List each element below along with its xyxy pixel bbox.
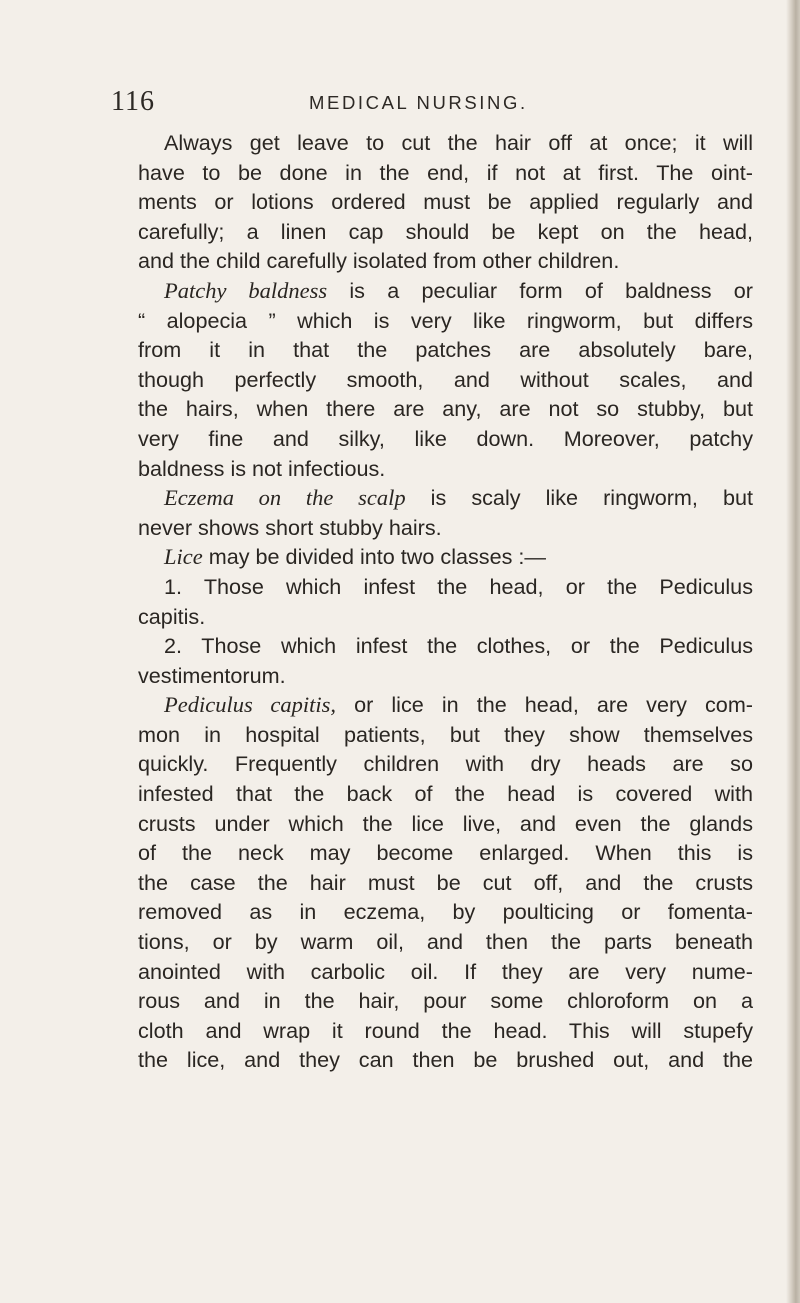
text-line: [138, 542, 753, 572]
line-text: Always get leave to cut the hair off at once; it will: [164, 130, 753, 155]
line-text: “ alopecia ” which is very like ringworm, but differs: [138, 307, 753, 333]
body-text: [138, 128, 753, 1075]
text-line: [138, 187, 753, 217]
text-line: [138, 335, 753, 365]
text-line: [138, 957, 753, 987]
line-text: capitis.: [138, 603, 206, 629]
text-line: [138, 365, 753, 395]
text-line: [138, 602, 753, 632]
running-head: MEDICAL NURSING.: [309, 92, 528, 113]
line-text: the lice, and they can then be brushed out, and the: [138, 1047, 753, 1073]
text-line: [138, 306, 753, 336]
text-line: [138, 513, 753, 543]
text-line: [138, 631, 753, 661]
line-text: rous and in the hair, pour some chloroform on a: [138, 988, 753, 1014]
text-line: [138, 661, 753, 691]
line-text: crusts under which the lice live, and even the glands: [138, 810, 753, 836]
line-text: 2. Those which infest the clothes, or the Pediculus: [164, 633, 753, 659]
text-line: [138, 483, 753, 513]
line-text: never shows short stubby hairs.: [138, 514, 442, 540]
text-line: [138, 927, 753, 957]
text-line: [138, 779, 753, 809]
text-line: [138, 128, 753, 158]
text-line: [138, 454, 753, 484]
line-text: quickly. Frequently children with dry heads are so: [138, 751, 753, 777]
text-line: [138, 424, 753, 454]
page-header: [0, 86, 800, 122]
line-text: baldness is not infectious.: [138, 455, 386, 481]
page-number: 116: [111, 86, 155, 117]
text-line: [138, 217, 753, 247]
text-line: [138, 1045, 753, 1075]
line-text: and the child carefully isolated from other children.: [138, 248, 620, 274]
line-text: 1. Those which infest the head, or the Pediculus: [164, 573, 753, 599]
line-text: ments or lotions ordered must be applied regularly and: [138, 189, 753, 215]
text-line: [138, 394, 753, 424]
line-text: may be divided into two classes :—: [202, 544, 547, 570]
text-line: [138, 986, 753, 1016]
italic-term: Eczema on the scalp: [164, 485, 406, 511]
line-text: though perfectly smooth, and without scales, and: [138, 366, 753, 392]
text-line: [138, 276, 753, 306]
text-line: [138, 749, 753, 779]
line-text: mon in hospital patients, but they show themselves: [138, 721, 753, 747]
text-line: [138, 158, 753, 188]
line-text: of the neck may become enlarged. When this is: [138, 840, 753, 866]
text-line: [138, 246, 753, 276]
text-line: [138, 868, 753, 898]
line-text: very fine and silky, like down. Moreover, patchy: [138, 425, 753, 451]
line-text: is scaly like ringworm, but: [405, 485, 753, 511]
text-line: [138, 572, 753, 602]
line-text: infested that the back of the head is covered with: [138, 781, 753, 807]
italic-term: Patchy baldness: [164, 277, 328, 303]
line-text: or lice in the head, are very com-: [336, 692, 753, 718]
line-text: the case the hair must be cut off, and the crusts: [138, 869, 753, 895]
line-text: cloth and wrap it round the head. This will stupefy: [138, 1017, 753, 1043]
line-text: tions, or by warm oil, and then the parts beneath: [138, 929, 753, 955]
line-text: from it in that the patches are absolutely bare,: [138, 337, 753, 363]
text-line: [138, 720, 753, 750]
text-line: [138, 897, 753, 927]
line-text: have to be done in the end, if not at first. The oint-: [138, 159, 753, 185]
line-text: is a peculiar form of baldness or: [327, 277, 753, 303]
line-text: anointed with carbolic oil. If they are very nume-: [138, 958, 753, 984]
page-edge-shadow: [786, 0, 800, 1303]
line-text: the hairs, when there are any, are not so stubby, but: [138, 396, 753, 422]
italic-term: Lice: [164, 544, 203, 570]
italic-term: Pediculus capitis,: [164, 692, 337, 718]
line-text: carefully; a linen cap should be kept on the head,: [138, 218, 753, 244]
line-text: removed as in eczema, by poulticing or fomenta-: [138, 899, 753, 925]
text-line: [138, 809, 753, 839]
line-text: vestimentorum.: [138, 662, 286, 688]
text-line: [138, 838, 753, 868]
text-line: [138, 690, 753, 720]
text-line: [138, 1016, 753, 1046]
